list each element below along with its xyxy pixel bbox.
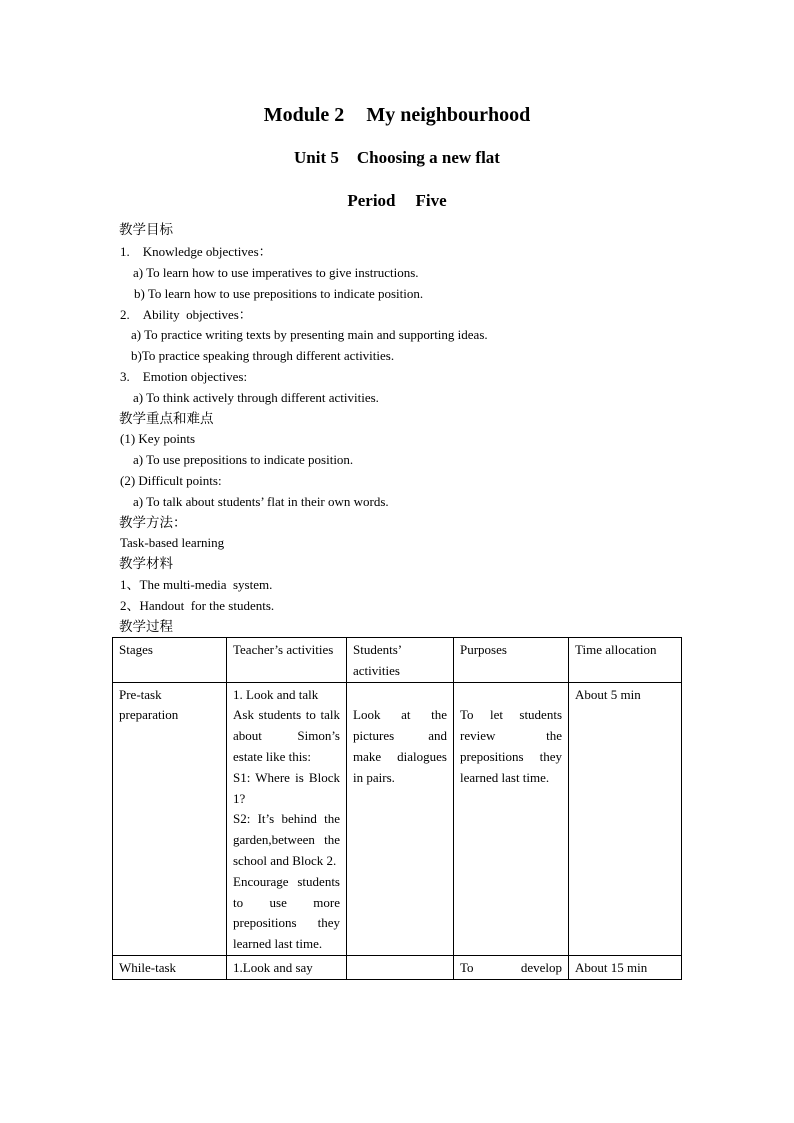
header-time-allocation: Time allocation: [569, 638, 682, 683]
stage-cell: Pre-task preparation: [113, 682, 227, 955]
method-heading: 教学方法：: [119, 515, 187, 531]
purposes-cell: To develop: [454, 955, 569, 979]
table-row: [113, 682, 682, 955]
teacher-activity-text-2: Encourage students to use more prepositions they learned last time.: [233, 873, 340, 952]
teaching-process-table: [112, 637, 682, 980]
difficult-point-a: a) To talk about students’ flat in their own words.: [133, 494, 389, 509]
time-cell: About 15 min: [569, 955, 682, 979]
materials-item-1: 1、The multi-media system.: [120, 577, 273, 592]
knowledge-objectives: 1. Knowledge objectives：: [120, 244, 272, 259]
teacher-activity-s1: S1: Where is Block 1?: [233, 769, 340, 806]
knowledge-objective-b: b) To learn how to use prepositions to indicate position.: [134, 286, 424, 301]
teacher-activity-title: 1. Look and talk: [233, 686, 319, 702]
ability-objective-a: a) To practice writing texts by presenting main and supporting ideas.: [131, 327, 488, 342]
difficult-points-label: (2) Difficult points:: [120, 473, 222, 488]
materials-item-2: 2、Handout for the students.: [120, 598, 275, 613]
header-stages: Stages: [113, 638, 227, 683]
module-title: [0, 104, 794, 127]
ability-objective-b: b)To practice speaking through different activities.: [131, 348, 395, 363]
unit-title: [0, 148, 794, 168]
teacher-activity-text: Ask students to talk about Simon’s estate like this:: [233, 707, 340, 764]
unit-name: Choosing a new flat: [356, 148, 500, 167]
module-name: My neighbourhood: [366, 104, 531, 126]
period-label: Period: [347, 191, 396, 210]
key-point-a: a) To use prepositions to indicate position.: [133, 452, 354, 467]
header-teacher-activities: Teacher’s activities: [227, 638, 347, 683]
header-purposes: Purposes: [454, 638, 569, 683]
period-title: [0, 191, 794, 211]
method-text: Task-based learning: [120, 535, 225, 550]
purpose-text: To let students review the prepositions they learned last time.: [460, 707, 562, 785]
emotion-objectives: 3. Emotion objectives:: [120, 369, 248, 384]
key-points-heading: 教学重点和难点: [119, 411, 214, 427]
teacher-activities-cell: 1.Look and say: [227, 955, 347, 979]
materials-heading: 教学材料: [119, 556, 173, 572]
objectives-heading: 教学目标: [119, 222, 173, 238]
stage-cell: While-task: [113, 955, 227, 979]
purposes-cell: [454, 682, 569, 955]
emotion-objective-a: a) To think actively through different activities.: [133, 390, 379, 405]
module-number: Module 2: [263, 104, 345, 126]
ability-objectives: 2. Ability objectives：: [120, 307, 252, 322]
time-cell: About 5 min: [569, 682, 682, 955]
key-points-label: (1) Key points: [120, 431, 196, 446]
table-header-row: [113, 638, 682, 683]
knowledge-objective-a: a) To learn how to use imperatives to give instructions.: [133, 265, 419, 280]
students-activities-cell: [347, 955, 454, 979]
students-activities-cell: [347, 682, 454, 955]
teacher-activity-s2: S2: It’s behind the garden,between the school and Block 2.: [233, 811, 340, 868]
unit-number: Unit 5: [294, 148, 339, 167]
students-activity-text: Look at the pictures and make dialogues in pairs.: [353, 707, 447, 785]
process-heading: 教学过程: [119, 619, 173, 635]
period-name: Five: [415, 191, 447, 210]
header-students-activities: Students’ activities: [347, 638, 454, 683]
teacher-activities-cell: [227, 682, 347, 955]
table-row: [113, 955, 682, 979]
